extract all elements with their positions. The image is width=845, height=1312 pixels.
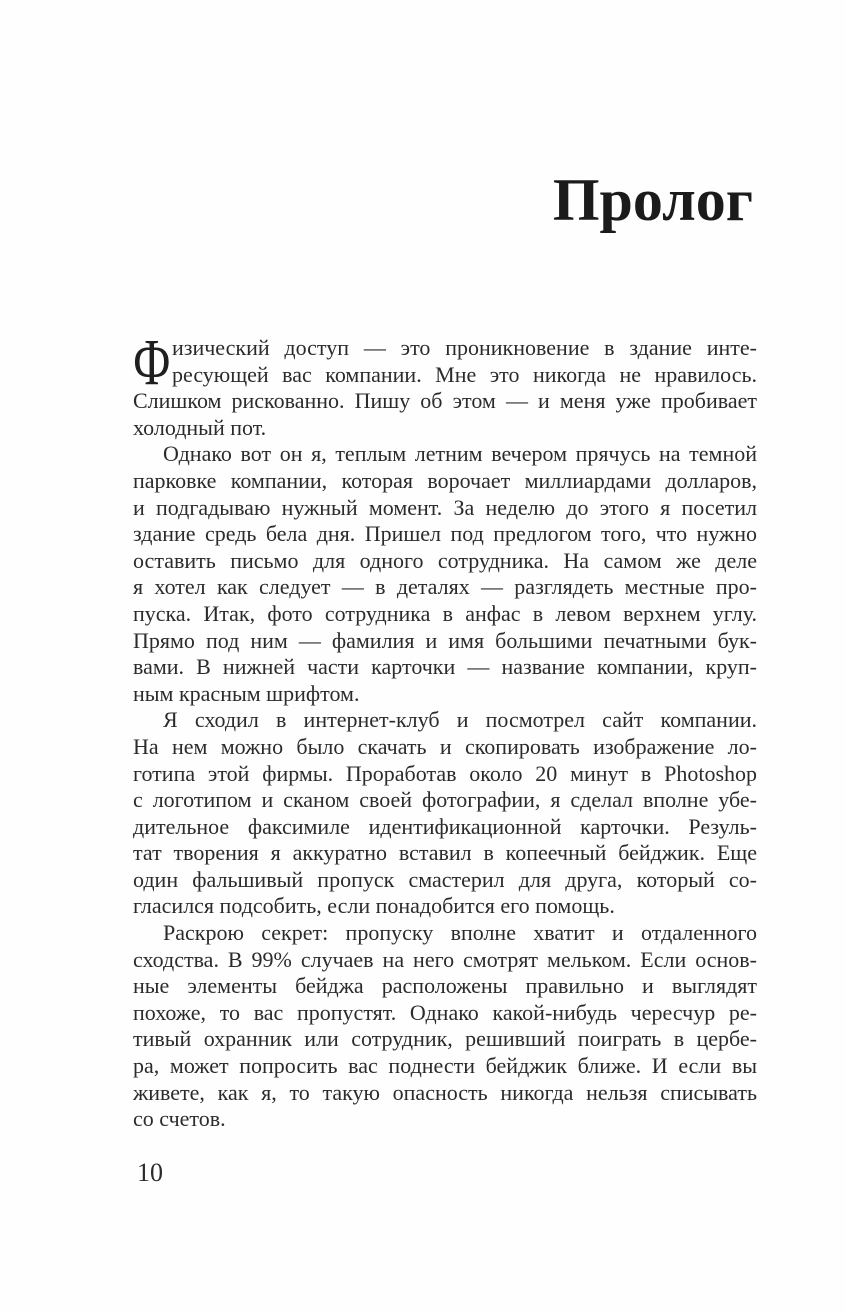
text-line: похоже, то вас пропустят. Однако какой-нибудь чересчур ре- bbox=[133, 999, 757, 1025]
text-line: парковке компании, которая ворочает миллиардами долларов, bbox=[133, 467, 757, 493]
text-line: Слишком рискованно. Пишу об этом — и меня уже пробивает bbox=[133, 388, 757, 414]
text-line: и подгадываю нужный момент. За неделю до этого я посетил bbox=[133, 494, 757, 520]
text-line: ра, может попросить вас поднести бейджик ближе. И если вы bbox=[133, 1053, 757, 1079]
text-line: тивый охранник или сотрудник, решивший поиграть в цербе- bbox=[133, 1026, 757, 1052]
text-line: ресующей вас компании. Мне это никогда не нравилось. bbox=[172, 361, 757, 387]
paragraph bbox=[133, 707, 757, 920]
text-line: я хотел как следует — в деталях — разглядеть местные про- bbox=[133, 574, 757, 600]
text-line: Прямо под ним — фамилия и имя большими печатными бук- bbox=[133, 627, 757, 653]
paragraph bbox=[133, 920, 757, 1133]
text-line: Я сходил в интернет-клуб и посмотрел сайт компании. bbox=[163, 707, 757, 733]
text-line: ные элементы бейджа расположены правильно и выглядят bbox=[133, 973, 757, 999]
paragraph bbox=[133, 441, 757, 707]
page-number: 10 bbox=[137, 1158, 163, 1187]
text-line: холодный пот. bbox=[133, 414, 267, 440]
text-line: дительное факсимиле идентификационной карточки. Резуль- bbox=[133, 813, 757, 839]
text-line: с логотипом и сканом своей фотографии, я сделал вполне убе- bbox=[133, 787, 757, 813]
text-line: сходства. В 99% случаев на него смотрят мельком. Если основ- bbox=[133, 946, 757, 972]
body-text bbox=[133, 326, 757, 1133]
text-line: готипа этой фирмы. Проработав около 20 минут в Photoshop bbox=[133, 760, 757, 786]
text-line: здание средь бела дня. Пришел под предлогом того, что нужно bbox=[133, 521, 757, 547]
text-line: оставить письмо для одного сотрудника. На самом же деле bbox=[133, 547, 757, 573]
chapter-title: Пролог bbox=[552, 167, 753, 233]
text-line: ным красным шрифтом. bbox=[133, 680, 360, 706]
text-line: пуска. Итак, фото сотрудника в анфас в левом верхнем углу. bbox=[133, 600, 757, 626]
text-line: со счетов. bbox=[133, 1106, 226, 1132]
text-line: вами. В нижней части карточки — название компании, круп- bbox=[133, 654, 757, 680]
text-line: На нем можно было скачать и скопировать изображение ло- bbox=[133, 733, 757, 759]
text-line: Раскрою секрет: пропуску вполне хватит и отдаленного bbox=[163, 920, 757, 946]
text-line: Однако вот он я, теплым летним вечером прячусь на темной bbox=[163, 441, 757, 467]
paragraph bbox=[133, 326, 757, 441]
drop-cap: Ф bbox=[133, 326, 171, 399]
text-line: гласился подсобить, если понадобится его помощь. bbox=[133, 893, 615, 919]
text-line: живете, как я, то такую опасность никогда нельзя списывать bbox=[133, 1079, 757, 1105]
text-line: изический доступ — это проникновение в здание инте- bbox=[172, 335, 757, 360]
text-line: тат творения я аккуратно вставил в копеечный бейджик. Еще bbox=[133, 840, 757, 866]
text-line: один фальшивый пропуск смастерил для друга, который со- bbox=[133, 866, 757, 892]
